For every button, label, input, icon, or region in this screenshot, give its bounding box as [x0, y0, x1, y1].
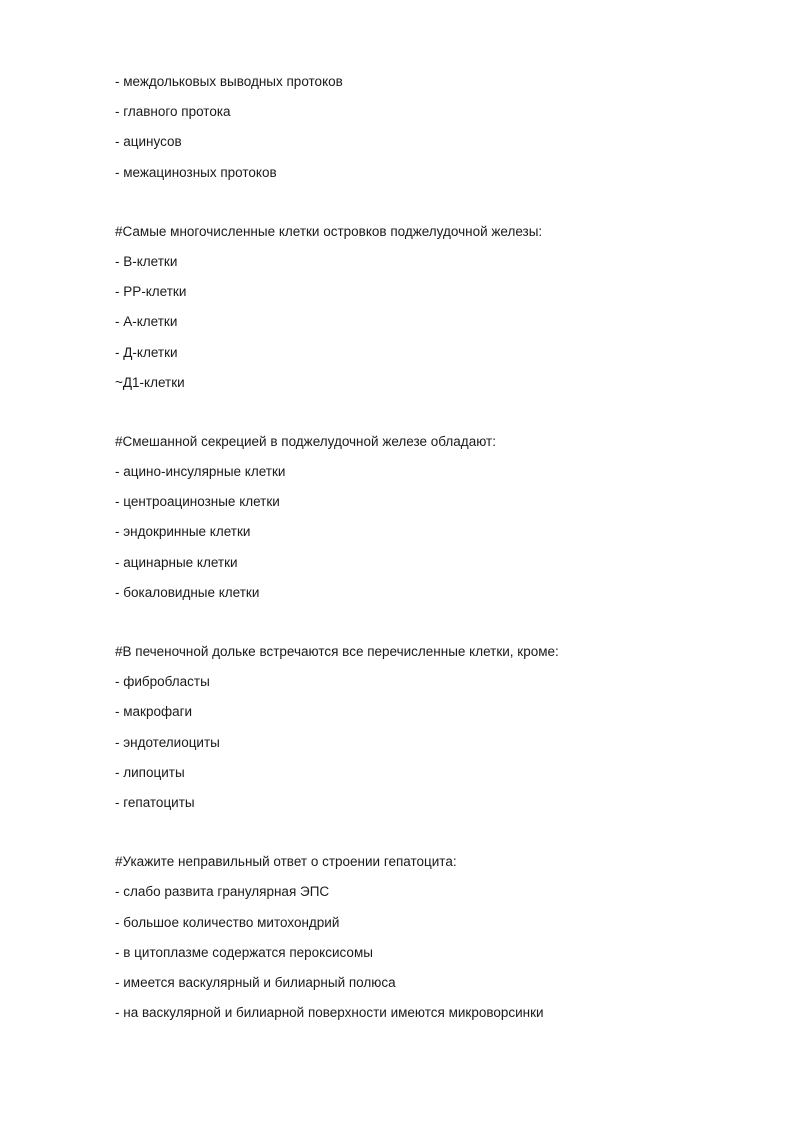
- answer-option: - ацинусов: [115, 134, 182, 150]
- block-gap: [115, 403, 755, 432]
- question-title: #Самые многочисленные клетки островков поджелудочной железы:: [115, 223, 543, 239]
- answer-option: - слабо развита гранулярная ЭПС: [115, 884, 330, 900]
- answer-option: - главного протока: [115, 104, 231, 120]
- answer-option: - фибробласты: [115, 674, 210, 690]
- answer-option: - ацино-инсулярные клетки: [115, 464, 286, 480]
- block-gap: [115, 613, 755, 642]
- answer-option: - центроацинозные клетки: [115, 494, 280, 510]
- block-gap: [115, 193, 755, 222]
- answer-option: - гепатоциты: [115, 794, 195, 810]
- answer-option: - ацинарные клетки: [115, 554, 238, 570]
- answer-option: - Д-клетки: [115, 344, 178, 360]
- answer-option: - липоциты: [115, 764, 185, 780]
- answer-option: ~Д1-клетки: [115, 374, 185, 390]
- answer-option: - в цитоплазме содержатся пероксисомы: [115, 944, 373, 960]
- document-content: [115, 72, 755, 1033]
- answer-option: - межацинозных протоков: [115, 164, 277, 180]
- answer-option: - макрофаги: [115, 704, 193, 720]
- question-title: #Смешанной секрецией в поджелудочной железе обладают:: [115, 433, 496, 449]
- answer-option: - большое количество митохондрий: [115, 914, 340, 930]
- question-title: #В печеночной дольке встречаются все перечисленные клетки, кроме:: [115, 644, 559, 659]
- answer-option: - В-клетки: [115, 253, 178, 269]
- answer-option: - эндотелиоциты: [115, 734, 220, 750]
- answer-option: - междольковых выводных протоков: [115, 74, 343, 89]
- answer-option: - А-клетки: [115, 314, 178, 330]
- question-title: #Укажите неправильный ответ о строении гепатоцита:: [115, 854, 457, 870]
- answer-option: - на васкулярной и билиарной поверхности имеются микроворсинки: [115, 1005, 544, 1021]
- answer-option: - эндокринные клетки: [115, 524, 251, 540]
- answer-option: - бокаловидные клетки: [115, 584, 260, 600]
- answer-option: - имеется васкулярный и билиарный полюса: [115, 974, 396, 990]
- block-gap: [115, 823, 755, 852]
- answer-option: - РР-клетки: [115, 284, 187, 300]
